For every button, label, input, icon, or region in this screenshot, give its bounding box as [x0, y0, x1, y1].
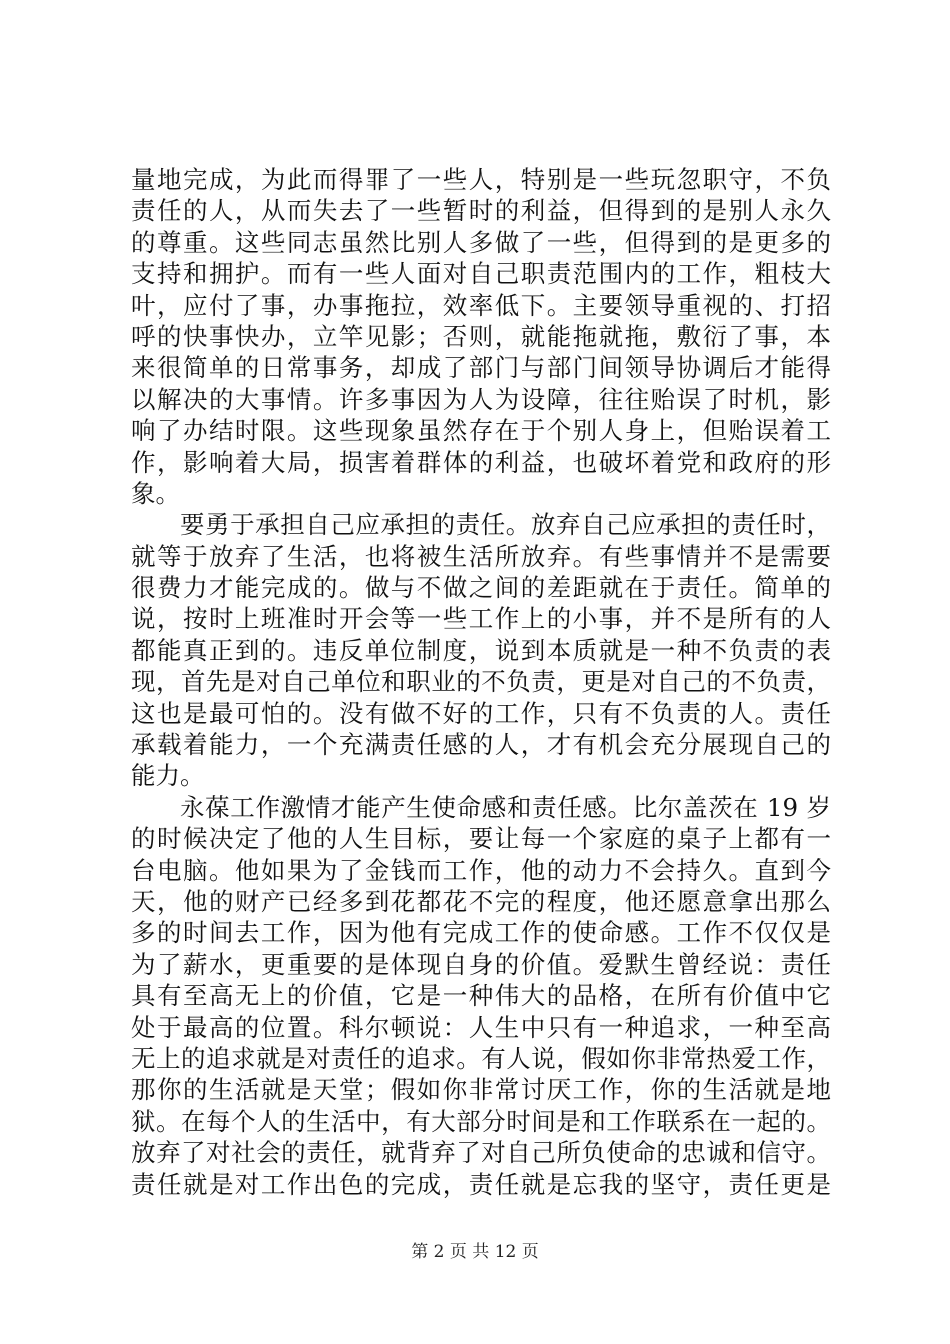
page-footer: 第 2 页 共 12 页	[411, 1242, 539, 1262]
text-line: 的尊重。这些同志虽然比别人多做了一些，但得到的是更多的	[131, 227, 831, 257]
text-line: 天，他的财产已经多到花都花不完的程度，他还愿意拿出那么	[131, 886, 831, 916]
text-line: 都能真正到的。违反单位制度，说到本质就是一种不负责的表	[131, 635, 831, 665]
text-line: 永葆工作激情才能产生使命感和责任感。比尔盖茨在 19 岁	[180, 792, 831, 822]
text-line: 多的时间去工作，因为他有完成工作的使命感。工作不仅仅是	[131, 918, 831, 948]
text-line: 无上的追求就是对责任的追求。有人说，假如你非常热爱工作，	[131, 1043, 831, 1073]
paragraph	[131, 792, 831, 1200]
text-line: 说，按时上班准时开会等一些工作上的小事，并不是所有的人	[131, 604, 831, 634]
text-line: 放弃了对社会的责任，就背弃了对自己所负使命的忠诚和信守。	[131, 1138, 831, 1168]
text-line: 支持和拥护。而有一些人面对自己职责范围内的工作，粗枝大	[131, 259, 831, 289]
text-line: 责任的人，从而失去了一些暂时的利益，但得到的是别人永久	[131, 196, 831, 226]
text-line: 作，影响着大局，损害着群体的利益，也破坏着党和政府的形	[131, 447, 831, 477]
text-line: 狱。在每个人的生活中，有大部分时间是和工作联系在一起的。	[131, 1106, 831, 1136]
text-line: 量地完成，为此而得罪了一些人，特别是一些玩忽职守，不负	[131, 165, 831, 194]
text-line: 具有至高无上的价值，它是一种伟大的品格，在所有价值中它	[131, 981, 831, 1011]
text-line: 为了薪水，更重要的是体现自身的价值。爱默生曾经说：责任	[131, 949, 831, 979]
text-line: 来很简单的日常事务，却成了部门与部门间领导协调后才能得	[131, 353, 831, 383]
text-line: 叶，应付了事，办事拖拉，效率低下。主要领导重视的、打招	[131, 290, 831, 320]
paragraph	[131, 164, 831, 509]
text-line: 台电脑。他如果为了金钱而工作，他的动力不会持久。直到今	[131, 855, 831, 885]
text-line: 责任就是对工作出色的完成，责任就是忘我的坚守，责任更是	[131, 1169, 831, 1199]
paragraph	[131, 509, 831, 792]
text-line: 现，首先是对自己单位和职业的不负责，更是对自己的不负责，	[131, 667, 831, 697]
text-line: 很费力才能完成的。做与不做之间的差距就在于责任。简单的	[131, 573, 831, 603]
text-line: 要勇于承担自己应承担的责任。放弃自己应承担的责任时，	[180, 510, 831, 540]
text-line: 那你的生活就是天堂；假如你非常讨厌工作，你的生活就是地	[131, 1075, 831, 1105]
text-line: 这也是最可怕的。没有做不好的工作，只有不负责的人。责任	[131, 698, 831, 728]
text-line: 响了办结时限。这些现象虽然存在于个别人身上，但贻误着工	[131, 416, 831, 446]
body-text	[131, 164, 831, 1200]
text-line: 承载着能力，一个充满责任感的人，才有机会充分展现自己的	[131, 730, 831, 760]
text-line: 就等于放弃了生活，也将被生活所放弃。有些事情并不是需要	[131, 541, 831, 571]
text-line: 能力。	[131, 761, 205, 791]
text-line: 象。	[131, 478, 180, 508]
text-line: 以解决的大事情。许多事因为人为设障，往往贻误了时机，影	[131, 384, 831, 414]
text-line: 处于最高的位置。科尔顿说：人生中只有一种追求，一种至高	[131, 1012, 831, 1042]
text-line: 呼的快事快办，立竿见影；否则，就能拖就拖，敷衍了事，本	[131, 321, 831, 351]
text-line: 的时候决定了他的人生目标，要让每一个家庭的桌子上都有一	[131, 824, 831, 854]
